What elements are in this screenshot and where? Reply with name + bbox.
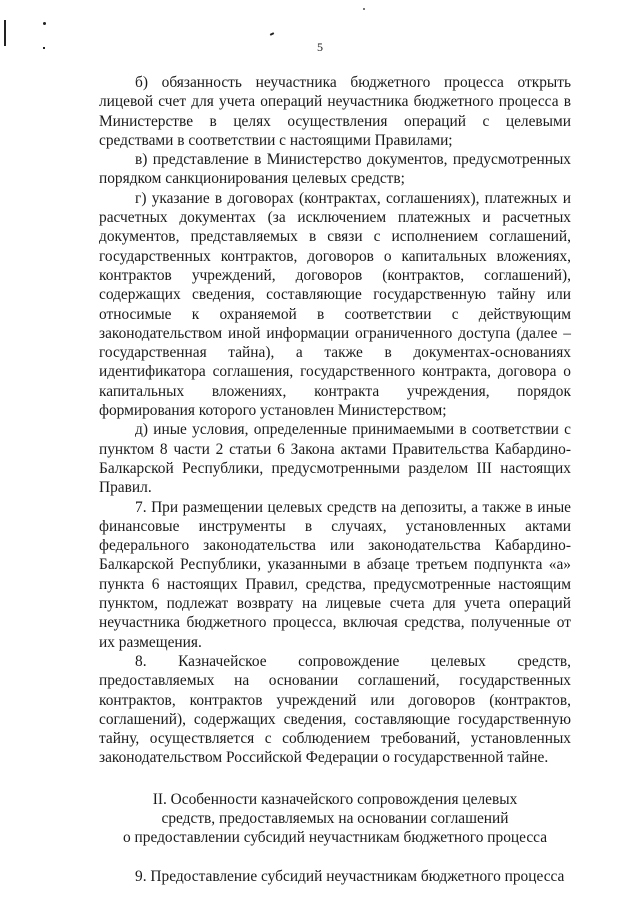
- paragraph-8: 8. Казначейское сопровождение целевых средств, предоставляемых на основании соглашений, государственных контрактов, контрактов учреждений или договоров (контрактов, соглашений), содержащих сведения, составляющие государственную тайну, осуществляется с соблюдением требований, установленных законодательством Российской Федерации о государственной тайне.: [99, 652, 571, 767]
- paragraph-7: 7. При размещении целевых средств на депозиты, а также в иные финансовые инструменты в случаях, установленных актами федерального законодательства или законодательства Кабардино-Балкарской Республики, указанными в абзаце третьем подпункта «а» пункта 6 настоящих Правил, средства, предусмотренные настоящим пунктом, подлежат возврату на лицевые счета для учета операций неучастника бюджетного процесса, включая средства, полученные от их размещения.: [99, 498, 571, 651]
- section-heading: [99, 790, 571, 848]
- scan-artifact-dot: [43, 22, 46, 25]
- section-heading-line-3: о предоставлении субсидий неучастникам бюджетного процесса: [122, 829, 548, 847]
- paragraph-v: в) представление в Министерство документов, предусмотренных порядком санкционирования целевых средств;: [99, 151, 571, 188]
- paragraph-9: 9. Предоставление субсидий неучастникам бюджетного процесса: [135, 867, 565, 885]
- paragraph-g: г) указание в договорах (контрактах, соглашениях), платежных и расчетных документах (за исключением платежных и расчетных документов, представляемых в связи с исполнением соглашений, государственных контрактов, договоров о капитальных вложениях, контрактов учреждений, договоров (контрактов, соглашений), содержащих сведения, составляющие государственную тайну или относимые к охраняемой в соответствии с действующим законодательством иной информации ограниченного доступа (далее – государственная тайна), а также в документах-основаниях идентификатора соглашения, государственного контракта, договора о капитальных вложениях, контракта учреждения, порядок формирования которого установлен Министерством;: [99, 189, 571, 420]
- page-number: 5: [317, 40, 323, 54]
- paragraph-d: д) иные условия, определенные принимаемыми в соответствии с пунктом 8 части 2 статьи 6 Закона актами Правительства Кабардино-Балкарской Республики, предусмотренными разделом III настоящих Правил.: [99, 421, 571, 497]
- section-heading-line-2: средств, предоставляемых на основании соглашений: [161, 809, 509, 827]
- scan-artifact-dot: [363, 8, 365, 10]
- document-body: [99, 73, 571, 886]
- scan-artifact-dot: [270, 32, 274, 36]
- paragraph-b: б) обязанность неучастника бюджетного процесса открыть лицевой счет для учета операций неучастника бюджетного процесса в Министерстве в целях осуществления операций с целевыми средствами в соответствии с настоящими Правилами;: [99, 74, 571, 149]
- section-heading-line-1: II. Особенности казначейского сопровождения целевых: [152, 790, 518, 808]
